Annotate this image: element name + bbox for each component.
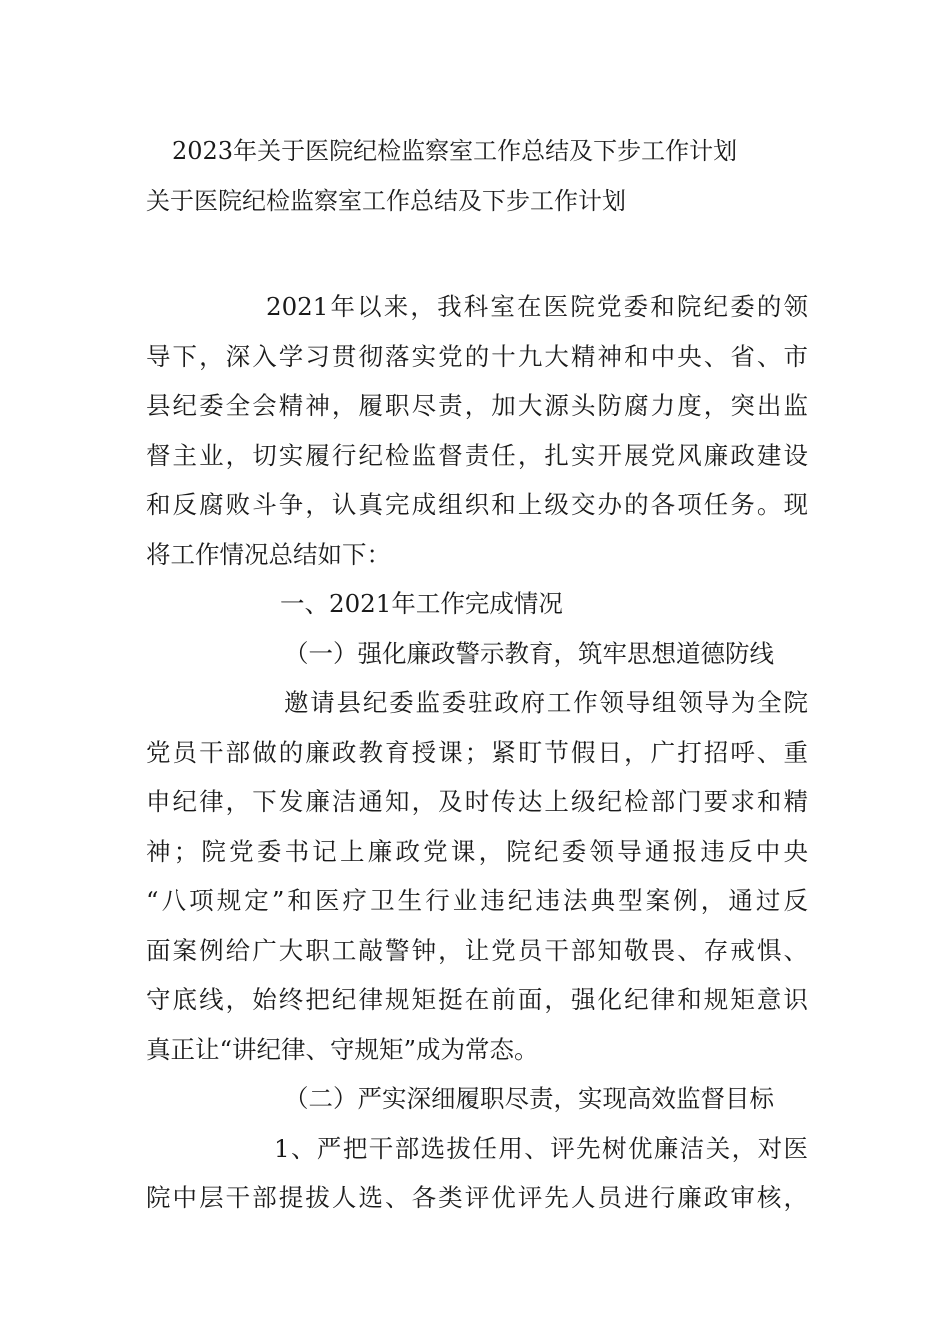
paragraph-line: 守底线，始终把纪律规矩挺在前面，强化纪律和规矩意识 — [146, 985, 808, 1014]
document-subtitle: 关于医院纪检监察室工作总结及下步工作计划 — [146, 187, 626, 215]
paragraph-line: 2021年以来，我科室在医院党委和院纪委的领 — [266, 292, 808, 321]
paragraph-line: 申纪律，下发廉洁通知，及时传达上级纪检部门要求和精 — [146, 787, 808, 816]
paragraph-line: 1、严把干部选拔任用、评先树优廉洁关，对医 — [274, 1133, 808, 1163]
document-body — [146, 282, 808, 1223]
paragraph-line: 党员干部做的廉政教育授课；紧盯节假日，广打招呼、重 — [146, 737, 808, 767]
paragraph-line: 真正让“讲纪律、守规矩”成为常态。 — [146, 1034, 539, 1064]
subsection-heading: （一）强化廉政警示教育，筑牢思想道德防线 — [284, 638, 774, 668]
paragraph-line: 督主业，切实履行纪检监督责任，扎实开展党风廉政建设 — [146, 440, 808, 470]
section-heading: 一、2021年工作完成情况 — [280, 589, 563, 618]
paragraph-line: 邀请县纪委监委驻政府工作领导组领导为全院 — [284, 688, 808, 717]
paragraph-line: 将工作情况总结如下： — [146, 539, 391, 569]
paragraph-line: “八项规定”和医疗卫生行业违纪违法典型案例，通过反 — [146, 886, 808, 915]
document-title: 2023年关于医院纪检监察室工作总结及下步工作计划 — [172, 137, 738, 165]
paragraph-line: 神；院党委书记上廉政党课，院纪委领导通报违反中央 — [146, 836, 808, 866]
paragraph-line: 导下，深入学习贯彻落实党的十九大精神和中央、省、市 — [146, 341, 808, 371]
paragraph-line: 县纪委全会精神，履职尽责，加大源头防腐力度，突出监 — [146, 391, 808, 420]
paragraph-line: 面案例给广大职工敲警钟，让党员干部知敬畏、存戒惧、 — [146, 935, 808, 965]
subsection-heading: （二）严实深细履职尽责，实现高效监督目标 — [284, 1084, 774, 1113]
paragraph-line: 院中层干部提拔人选、各类评优评先人员进行廉政审核， — [146, 1183, 808, 1212]
paragraph-line: 和反腐败斗争，认真完成组织和上级交办的各项任务。现 — [146, 490, 808, 519]
